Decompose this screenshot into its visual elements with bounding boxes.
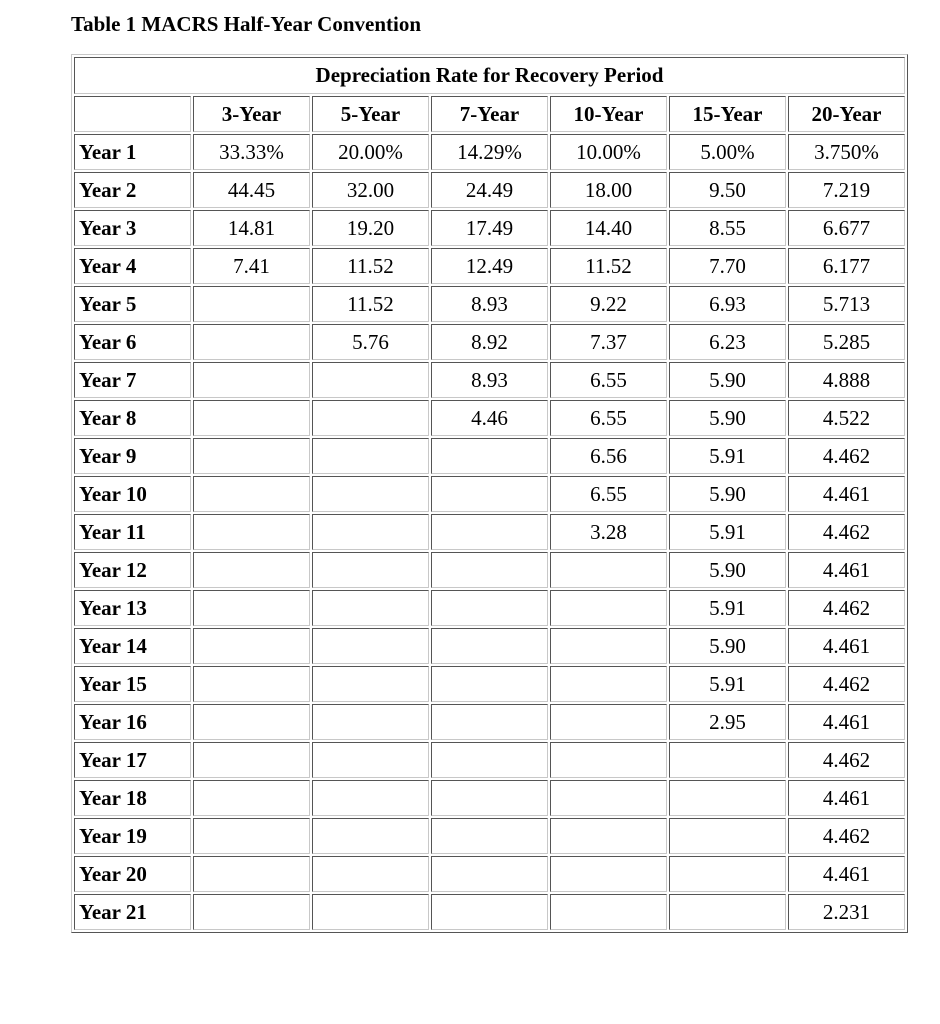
macrs-table <box>71 54 908 933</box>
rate-cell <box>312 856 429 892</box>
rate-cell <box>312 780 429 816</box>
table-body <box>74 134 905 930</box>
table-row <box>74 856 905 892</box>
row-label: Year 16 <box>74 704 191 740</box>
row-label: Year 21 <box>74 894 191 930</box>
rate-cell: 7.219 <box>788 172 905 208</box>
rate-cell: 4.462 <box>788 666 905 702</box>
table-row <box>74 172 905 208</box>
column-header: 7-Year <box>431 96 548 132</box>
rate-cell <box>431 590 548 626</box>
rate-cell <box>669 780 786 816</box>
table-row <box>74 438 905 474</box>
rate-cell: 5.713 <box>788 286 905 322</box>
rate-cell <box>312 362 429 398</box>
rate-cell <box>431 628 548 664</box>
rate-cell <box>550 704 667 740</box>
rate-cell: 8.93 <box>431 362 548 398</box>
rate-cell <box>431 818 548 854</box>
rate-cell: 11.52 <box>312 248 429 284</box>
rate-cell: 18.00 <box>550 172 667 208</box>
rate-cell <box>193 818 310 854</box>
rate-cell: 9.22 <box>550 286 667 322</box>
row-label: Year 1 <box>74 134 191 170</box>
table-row <box>74 780 905 816</box>
rate-cell: 4.462 <box>788 590 905 626</box>
row-label: Year 8 <box>74 400 191 436</box>
rate-cell <box>550 856 667 892</box>
row-label: Year 20 <box>74 856 191 892</box>
rate-cell: 4.888 <box>788 362 905 398</box>
table-row <box>74 742 905 778</box>
spanning-header-row <box>74 57 905 94</box>
column-header: 3-Year <box>193 96 310 132</box>
rate-cell: 5.91 <box>669 666 786 702</box>
rate-cell: 5.91 <box>669 438 786 474</box>
row-label: Year 9 <box>74 438 191 474</box>
rate-cell <box>193 400 310 436</box>
rate-cell: 4.46 <box>431 400 548 436</box>
row-label: Year 19 <box>74 818 191 854</box>
row-label: Year 5 <box>74 286 191 322</box>
rate-cell <box>550 742 667 778</box>
rate-cell <box>312 628 429 664</box>
rate-cell: 5.90 <box>669 476 786 512</box>
table-row <box>74 476 905 512</box>
rate-cell: 9.50 <box>669 172 786 208</box>
rate-cell <box>193 780 310 816</box>
row-label: Year 14 <box>74 628 191 664</box>
table-row <box>74 362 905 398</box>
rate-cell <box>431 514 548 550</box>
table-row <box>74 552 905 588</box>
rate-cell: 5.91 <box>669 514 786 550</box>
table-row <box>74 210 905 246</box>
rate-cell: 4.461 <box>788 476 905 512</box>
rate-cell <box>193 590 310 626</box>
rate-cell <box>669 856 786 892</box>
rate-cell <box>669 894 786 930</box>
rate-cell: 4.522 <box>788 400 905 436</box>
rate-cell <box>312 438 429 474</box>
rate-cell: 4.461 <box>788 704 905 740</box>
row-label: Year 18 <box>74 780 191 816</box>
rate-cell <box>431 666 548 702</box>
rate-cell: 5.76 <box>312 324 429 360</box>
rate-cell: 19.20 <box>312 210 429 246</box>
rate-cell: 7.37 <box>550 324 667 360</box>
rate-cell <box>431 704 548 740</box>
rate-cell: 8.93 <box>431 286 548 322</box>
table-row <box>74 818 905 854</box>
rate-cell <box>193 514 310 550</box>
rate-cell <box>431 780 548 816</box>
rate-cell <box>431 438 548 474</box>
rate-cell: 4.462 <box>788 514 905 550</box>
rate-cell <box>193 742 310 778</box>
rate-cell <box>431 742 548 778</box>
rate-cell <box>312 514 429 550</box>
rate-cell <box>550 818 667 854</box>
rate-cell: 10.00% <box>550 134 667 170</box>
row-label: Year 12 <box>74 552 191 588</box>
macrs-table-container <box>71 54 908 933</box>
rate-cell <box>193 666 310 702</box>
column-header: 15-Year <box>669 96 786 132</box>
rate-cell: 5.90 <box>669 628 786 664</box>
rate-cell <box>312 476 429 512</box>
rate-cell: 24.49 <box>431 172 548 208</box>
rate-cell: 8.92 <box>431 324 548 360</box>
rate-cell <box>193 438 310 474</box>
rate-cell: 3.750% <box>788 134 905 170</box>
table-row <box>74 666 905 702</box>
rate-cell: 5.90 <box>669 400 786 436</box>
row-label: Year 10 <box>74 476 191 512</box>
spanning-header: Depreciation Rate for Recovery Period <box>74 57 905 94</box>
table-row <box>74 248 905 284</box>
rate-cell: 7.70 <box>669 248 786 284</box>
column-header-row <box>74 96 905 132</box>
rate-cell <box>193 894 310 930</box>
rate-cell <box>431 552 548 588</box>
row-label: Year 4 <box>74 248 191 284</box>
rate-cell: 4.462 <box>788 818 905 854</box>
rate-cell: 32.00 <box>312 172 429 208</box>
rate-cell: 6.177 <box>788 248 905 284</box>
rate-cell: 5.91 <box>669 590 786 626</box>
rate-cell: 14.29% <box>431 134 548 170</box>
rate-cell: 14.81 <box>193 210 310 246</box>
rate-cell: 11.52 <box>550 248 667 284</box>
rate-cell: 4.462 <box>788 742 905 778</box>
rate-cell: 4.461 <box>788 856 905 892</box>
rate-cell <box>669 742 786 778</box>
table-row <box>74 324 905 360</box>
rate-cell: 6.55 <box>550 362 667 398</box>
rate-cell: 5.90 <box>669 552 786 588</box>
rate-cell <box>193 704 310 740</box>
table-row <box>74 134 905 170</box>
row-label: Year 3 <box>74 210 191 246</box>
row-label: Year 6 <box>74 324 191 360</box>
rate-cell: 11.52 <box>312 286 429 322</box>
table-row <box>74 400 905 436</box>
rate-cell <box>431 476 548 512</box>
rate-cell <box>431 894 548 930</box>
rate-cell: 6.56 <box>550 438 667 474</box>
rate-cell: 14.40 <box>550 210 667 246</box>
rate-cell: 33.33% <box>193 134 310 170</box>
rate-cell <box>193 324 310 360</box>
rate-cell <box>193 552 310 588</box>
table-row <box>74 894 905 930</box>
column-header: 20-Year <box>788 96 905 132</box>
rate-cell <box>193 286 310 322</box>
rate-cell <box>312 400 429 436</box>
table-row <box>74 514 905 550</box>
rate-cell: 4.461 <box>788 780 905 816</box>
rate-cell <box>312 704 429 740</box>
row-label: Year 13 <box>74 590 191 626</box>
table-header <box>74 57 905 132</box>
column-header: 10-Year <box>550 96 667 132</box>
rate-cell <box>312 552 429 588</box>
row-label: Year 17 <box>74 742 191 778</box>
rate-cell: 6.93 <box>669 286 786 322</box>
table-row <box>74 628 905 664</box>
rate-cell: 6.23 <box>669 324 786 360</box>
rate-cell <box>550 894 667 930</box>
rate-cell <box>550 780 667 816</box>
rate-cell: 6.677 <box>788 210 905 246</box>
rate-cell <box>312 894 429 930</box>
rate-cell: 2.95 <box>669 704 786 740</box>
rate-cell: 4.462 <box>788 438 905 474</box>
rate-cell <box>312 742 429 778</box>
row-label: Year 15 <box>74 666 191 702</box>
row-label: Year 7 <box>74 362 191 398</box>
table-row <box>74 590 905 626</box>
rate-cell <box>669 818 786 854</box>
row-label: Year 2 <box>74 172 191 208</box>
rate-cell: 5.90 <box>669 362 786 398</box>
rate-cell: 2.231 <box>788 894 905 930</box>
rate-cell <box>550 552 667 588</box>
rate-cell <box>550 666 667 702</box>
rate-cell <box>193 628 310 664</box>
rate-cell: 4.461 <box>788 628 905 664</box>
rate-cell: 7.41 <box>193 248 310 284</box>
rate-cell <box>312 590 429 626</box>
rate-cell: 6.55 <box>550 476 667 512</box>
corner-header-cell <box>74 96 191 132</box>
rate-cell: 5.00% <box>669 134 786 170</box>
rate-cell <box>550 590 667 626</box>
rate-cell <box>193 856 310 892</box>
rate-cell <box>550 628 667 664</box>
rate-cell <box>312 818 429 854</box>
rate-cell <box>193 362 310 398</box>
rate-cell: 4.461 <box>788 552 905 588</box>
rate-cell <box>431 856 548 892</box>
rate-cell: 8.55 <box>669 210 786 246</box>
rate-cell: 6.55 <box>550 400 667 436</box>
column-header: 5-Year <box>312 96 429 132</box>
rate-cell: 5.285 <box>788 324 905 360</box>
rate-cell: 3.28 <box>550 514 667 550</box>
rate-cell <box>193 476 310 512</box>
rate-cell: 44.45 <box>193 172 310 208</box>
rate-cell: 17.49 <box>431 210 548 246</box>
table-row <box>74 286 905 322</box>
table-row <box>74 704 905 740</box>
table-title: Table 1 MACRS Half-Year Convention <box>71 12 422 36</box>
rate-cell: 12.49 <box>431 248 548 284</box>
row-label: Year 11 <box>74 514 191 550</box>
rate-cell <box>312 666 429 702</box>
rate-cell: 20.00% <box>312 134 429 170</box>
